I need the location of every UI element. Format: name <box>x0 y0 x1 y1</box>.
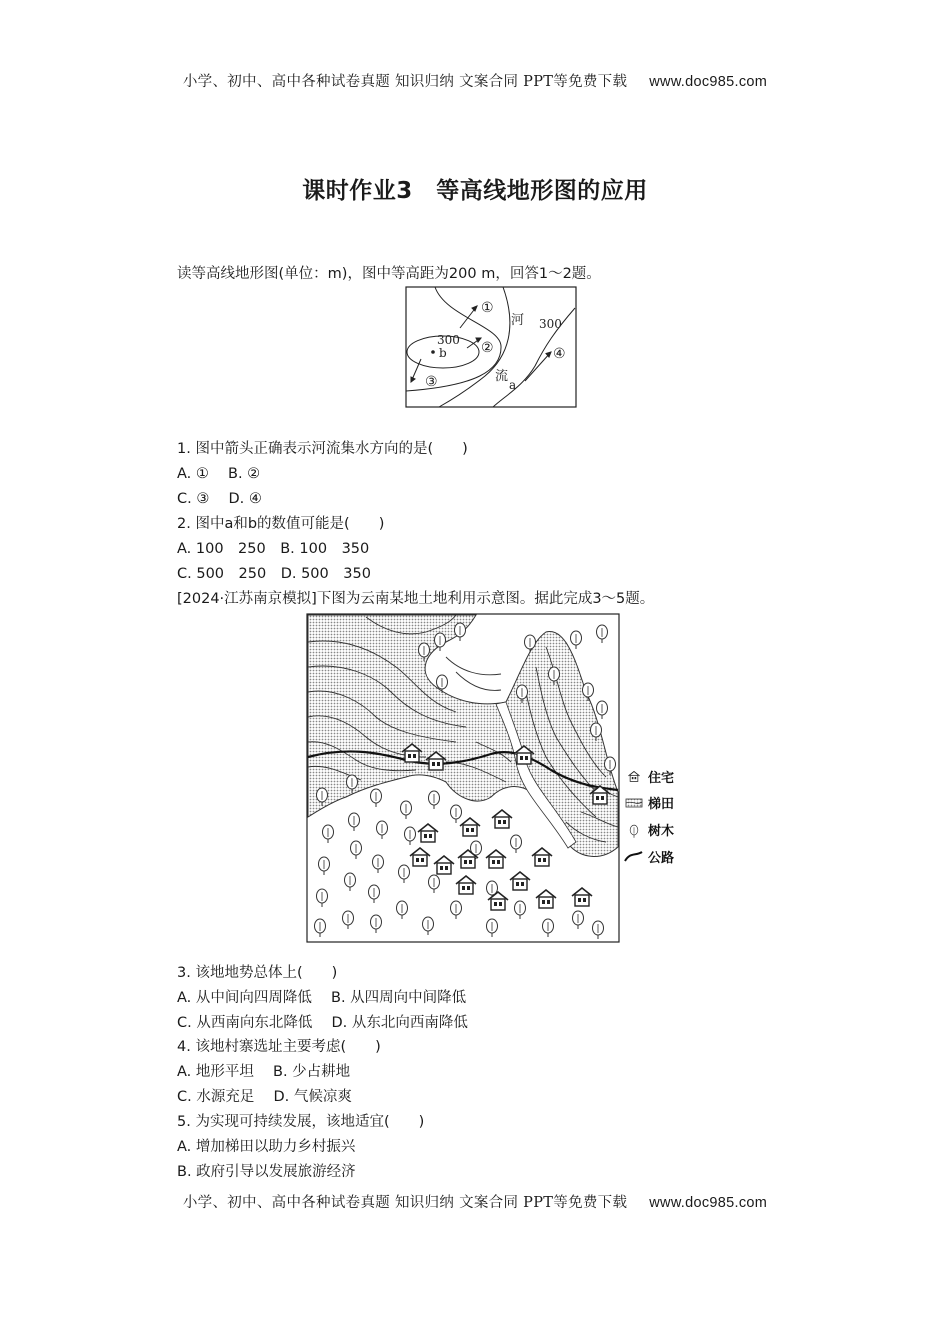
contour-300-right: 300 <box>539 317 562 331</box>
legend-road-label: 公路 <box>648 851 675 866</box>
legend-terrace-label: 梯田 <box>648 797 675 812</box>
contour-300-left: 300 <box>437 333 460 347</box>
question-1-options-ab: A. ① B. ② <box>177 466 261 482</box>
question-2: 2. 图中a和b的数值可能是( ) <box>177 516 385 532</box>
question-3: 3. 该地地势总体上( ) <box>177 965 338 981</box>
footer-text: 小学、初中、高中各种试卷真题 知识归纳 文案合同 PPT等免费下载 <box>182 1195 628 1211</box>
land-use-map-figure <box>306 612 686 948</box>
legend-tree-label: 树木 <box>648 824 675 839</box>
arrow-2-label: ② <box>481 340 494 356</box>
question-5-option-b: B. 政府引导以发展旅游经济 <box>177 1164 356 1180</box>
question-3-options-ab: A. 从中间向四周降低 B. 从四周向中间降低 <box>177 990 467 1006</box>
question-2-options-ab: A. 100 250 B. 100 350 <box>177 541 370 557</box>
intro-question-3-5: [2024·江苏南京模拟]下图为云南某地土地利用示意图。据此完成3～5题。 <box>177 591 655 607</box>
arrow-4-label: ④ <box>553 346 566 362</box>
legend-house-label: 住宅 <box>648 771 675 786</box>
arrow-1-label: ① <box>481 300 494 316</box>
page-title: 课时作业3 等高线地形图的应用 <box>302 178 648 204</box>
question-3-options-cd: C. 从西南向东北降低 D. 从东北向西南降低 <box>177 1015 468 1031</box>
question-2-options-cd: C. 500 250 D. 500 350 <box>177 566 371 582</box>
intro-question-1-2: 读等高线地形图(单位：m)，图中等高距为200 m，回答1～2题。 <box>177 266 601 282</box>
question-4: 4. 该地村寨选址主要考虑( ) <box>177 1039 381 1055</box>
river-label-1: 河 <box>511 313 525 328</box>
page-footer <box>0 1191 950 1212</box>
question-1: 1. 图中箭头正确表示河流集水方向的是( ) <box>177 441 468 457</box>
page-header <box>0 70 950 91</box>
point-b-label: b <box>439 346 447 360</box>
contour-map-figure <box>405 286 577 412</box>
question-5-option-a: A. 增加梯田以助力乡村振兴 <box>177 1139 356 1155</box>
point-a-label: a <box>509 378 517 392</box>
question-4-options-ab: A. 地形平坦 B. 少占耕地 <box>177 1064 351 1080</box>
river-label-2: 流 <box>495 369 509 384</box>
map-legend <box>625 770 674 866</box>
question-4-options-cd: C. 水源充足 D. 气候凉爽 <box>177 1089 352 1105</box>
question-1-options-cd: C. ③ D. ④ <box>177 491 262 507</box>
header-text: 小学、初中、高中各种试卷真题 知识归纳 文案合同 PPT等免费下载 <box>182 74 628 90</box>
question-5: 5. 为实现可持续发展，该地适宜( ) <box>177 1114 425 1130</box>
footer-site: www.doc985.com <box>649 1195 768 1211</box>
arrow-3-label: ③ <box>425 374 438 390</box>
header-site: www.doc985.com <box>649 74 768 90</box>
